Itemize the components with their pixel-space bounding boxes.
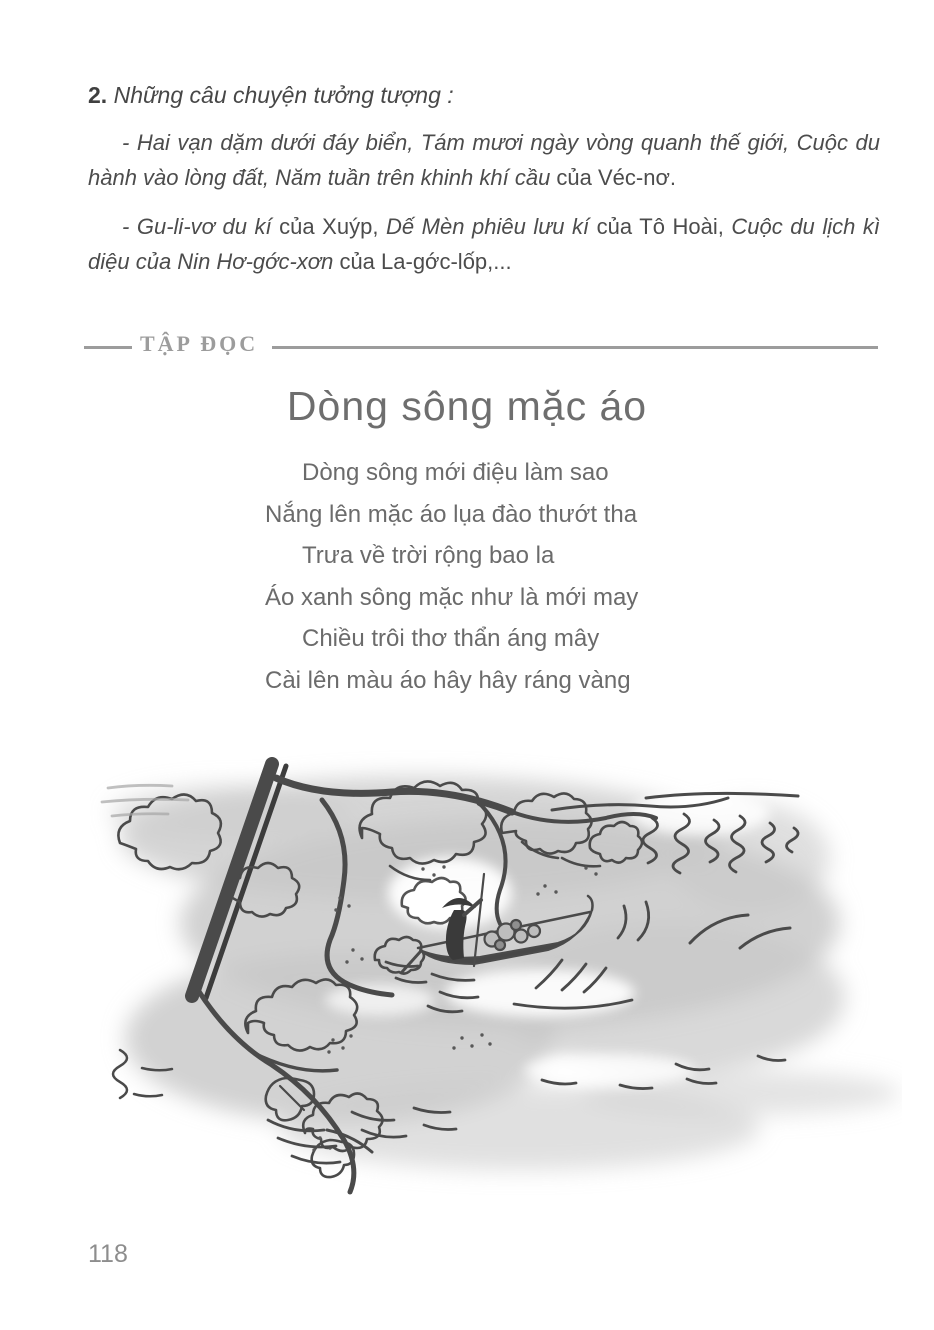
story-1-author: của Véc-nơ. xyxy=(550,165,677,190)
rule-line-long xyxy=(272,346,878,349)
poem-line: Áo xanh sông mặc như là mới may xyxy=(265,583,639,611)
poem-line: Trưa về trời rộng bao la xyxy=(302,542,555,569)
exercise-block xyxy=(88,82,880,293)
section-header xyxy=(84,333,878,355)
poem xyxy=(265,452,638,701)
reading-title: Dòng sông mặc áo xyxy=(286,383,648,429)
story-2-title-2: Dế Mèn phiêu lưu kí xyxy=(386,214,590,239)
story-2-author-3: của La-gớc-lốp,... xyxy=(333,249,512,274)
poem-line: Chiều trôi thơ thẩn áng mây xyxy=(302,625,600,652)
poem-line: Nắng lên mặc áo lụa đào thướt tha xyxy=(265,500,638,528)
poem-line: Dòng sông mới điệu làm sao xyxy=(302,459,609,486)
exercise-heading xyxy=(88,82,880,109)
story-2-title-3: Cuộc du lịch kì diệu của Nin Hơ-gớc-xơn xyxy=(88,214,880,274)
story-2-title-1: - Gu-li-vơ du kí xyxy=(122,214,272,239)
story-item-2 xyxy=(88,209,880,279)
river-illustration xyxy=(90,738,902,1202)
story-2-author-2: của Tô Hoài, xyxy=(589,214,732,239)
story-1-titles: - Hai vạn dặm dưới đáy biển, Tám mươi ngày vòng quanh thế giới, Cuộc du hành vào lòng đất, Năm tuần trên khinh khí cầu xyxy=(88,130,880,190)
page-number: 118 xyxy=(88,1240,128,1268)
section-label: TẬP ĐỌC xyxy=(140,331,259,356)
story-item-1 xyxy=(88,125,880,195)
poem-line: Cài lên màu áo hây hây ráng vàng xyxy=(265,666,631,694)
story-2-author-1: của Xuýp, xyxy=(271,214,386,239)
rule-line-short xyxy=(84,346,132,349)
exercise-number: 2. xyxy=(88,82,108,108)
exercise-title: Những câu chuyện tưởng tượng : xyxy=(113,82,454,108)
